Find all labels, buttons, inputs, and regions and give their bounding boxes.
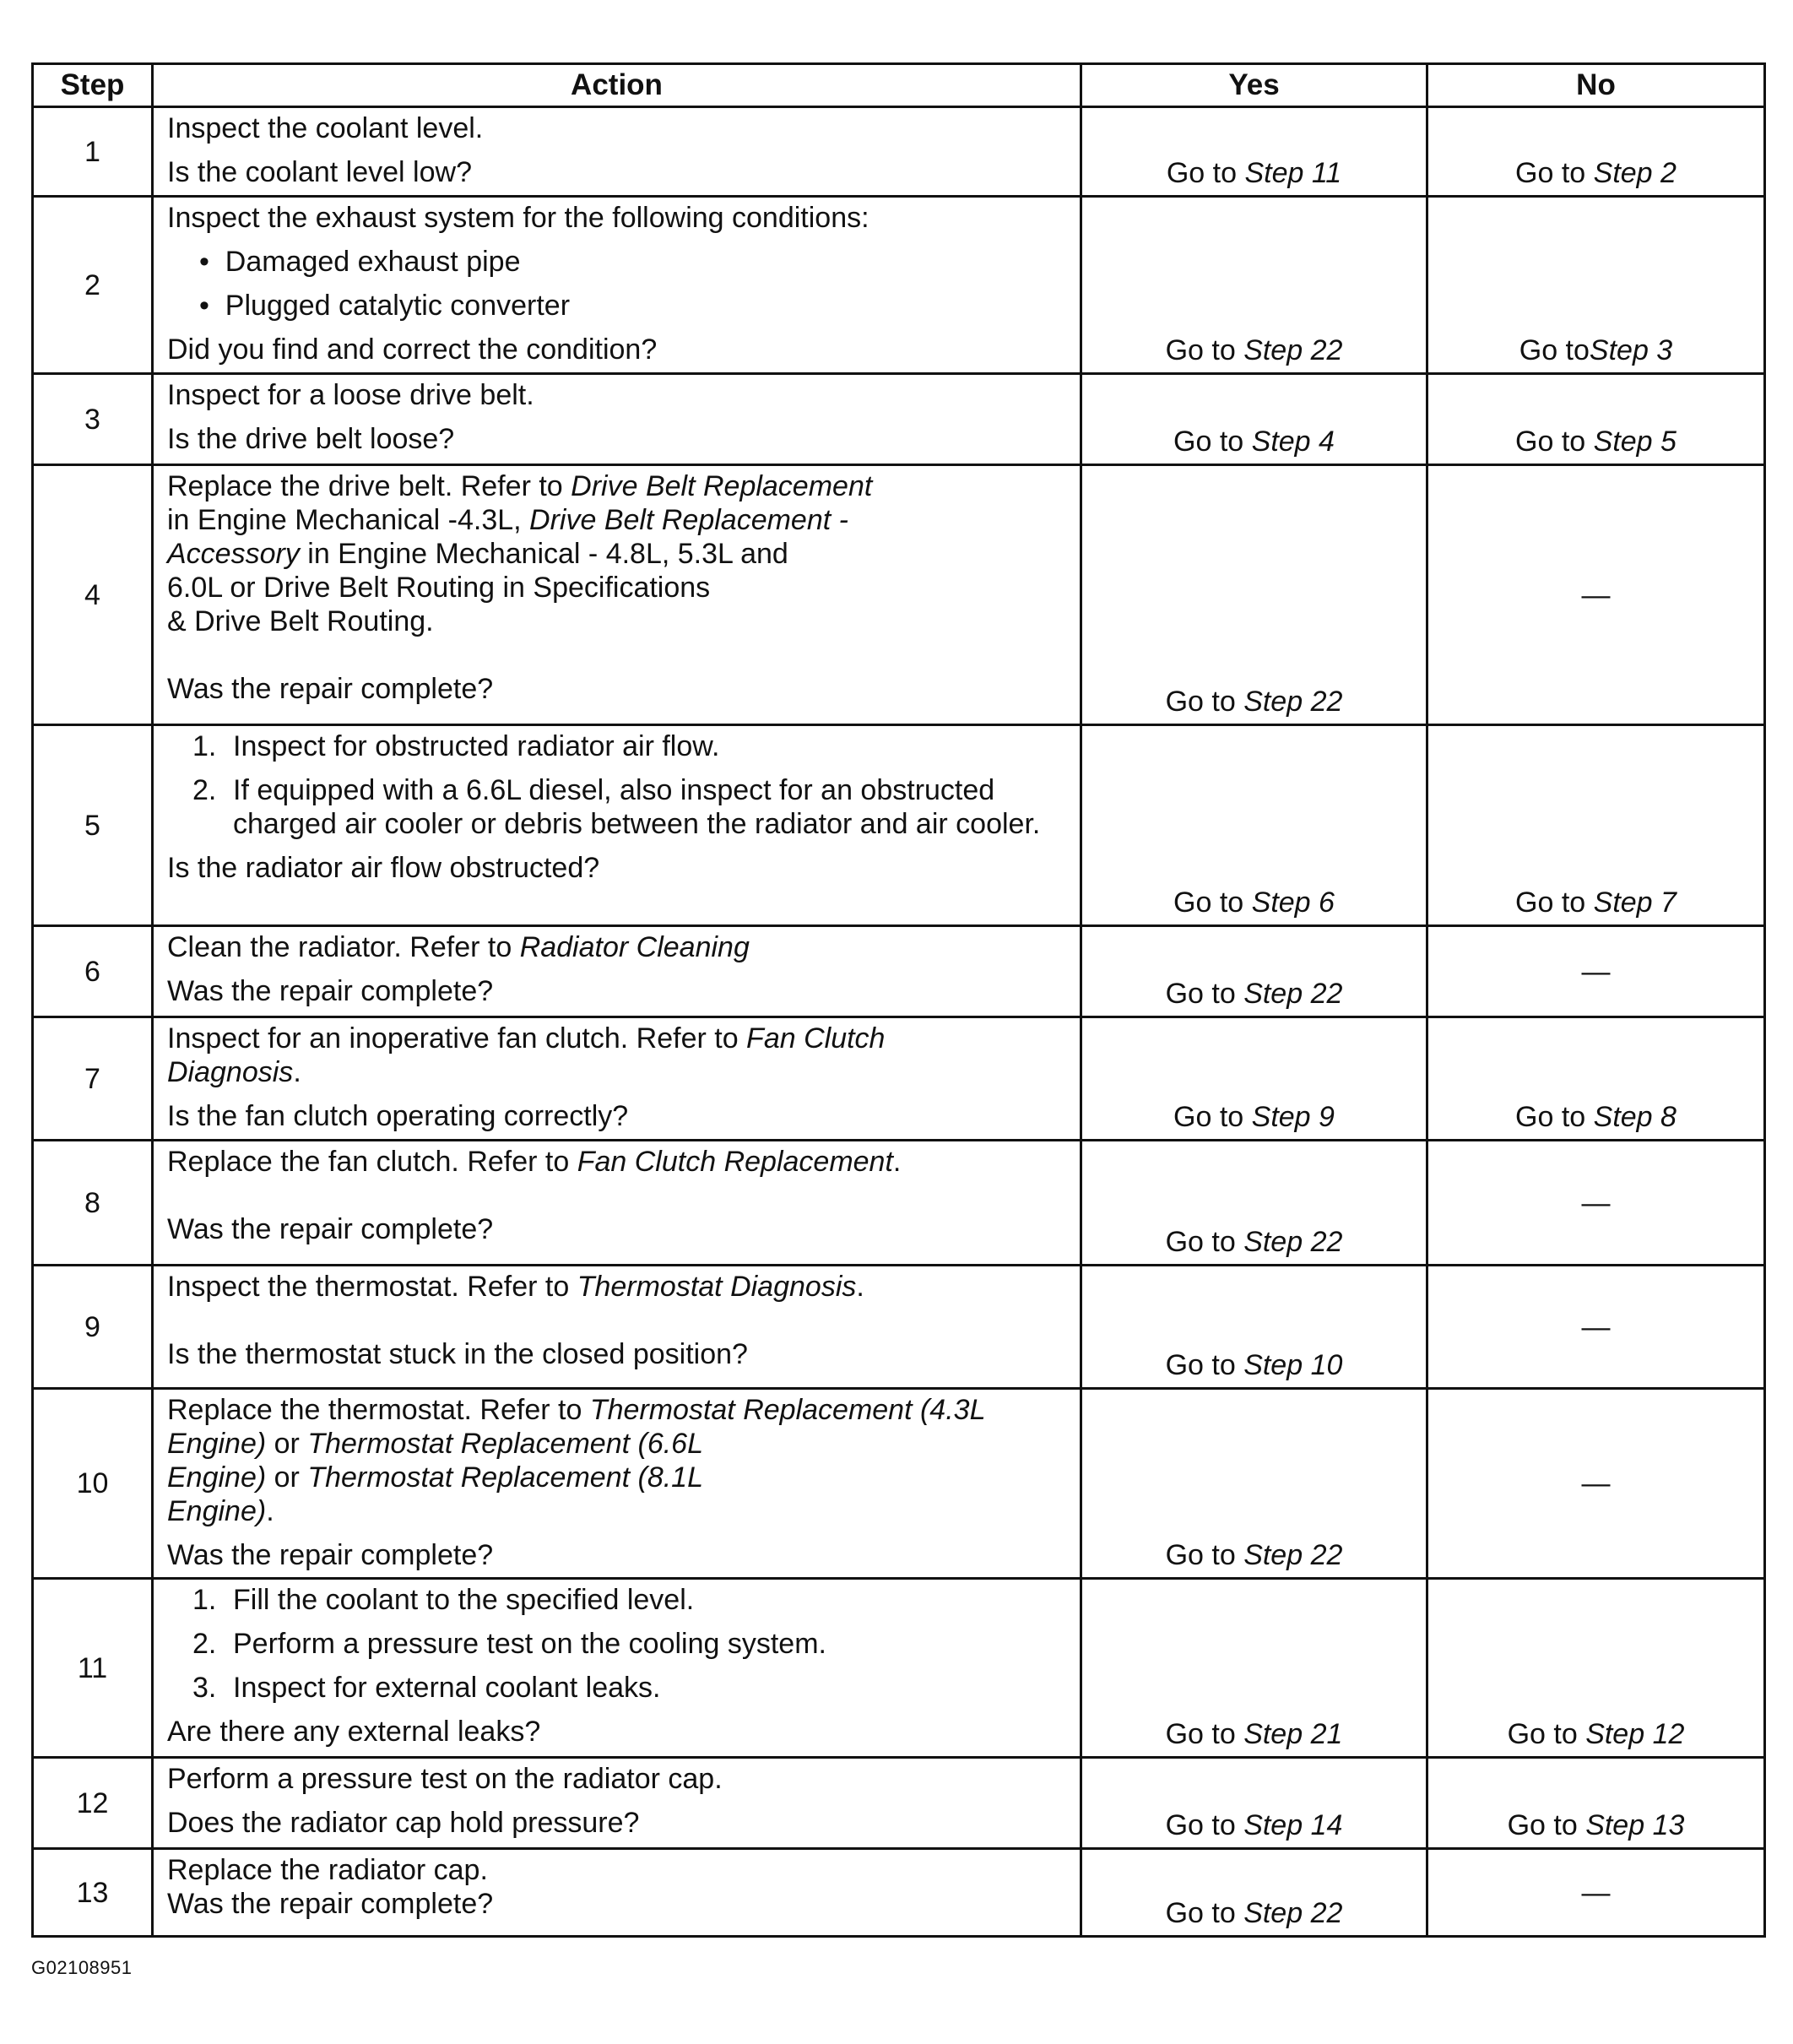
yes-prefix: Go to bbox=[1166, 157, 1245, 189]
figure-id: G02108951 bbox=[31, 1957, 133, 1978]
item-number: 2. bbox=[192, 774, 217, 806]
yes-step-ref: Step 4 bbox=[1251, 426, 1335, 458]
action-question: Is the thermostat stuck in the closed position? bbox=[167, 1338, 748, 1370]
action-question: Was the repair complete? bbox=[167, 1888, 494, 1920]
yes-cell bbox=[1081, 725, 1427, 926]
numbered-item bbox=[192, 1627, 1070, 1661]
action-fragment: . bbox=[293, 1056, 301, 1088]
no-cell: — bbox=[1427, 465, 1765, 725]
yes-cell bbox=[1081, 1389, 1427, 1579]
step-number: 2 bbox=[33, 197, 153, 374]
yes-cell bbox=[1081, 1017, 1427, 1141]
no-cell bbox=[1427, 725, 1765, 926]
action-question: Are there any external leaks? bbox=[167, 1716, 541, 1748]
yes-prefix: Go to bbox=[1173, 426, 1252, 458]
action-cell bbox=[153, 1266, 1081, 1389]
yes-step-ref: Step 10 bbox=[1243, 1349, 1343, 1381]
yes-cell bbox=[1081, 1849, 1427, 1937]
header-action: Action bbox=[153, 64, 1081, 107]
yes-step-ref: Step 22 bbox=[1243, 334, 1343, 366]
yes-prefix: Go to bbox=[1165, 1349, 1244, 1381]
action-cell bbox=[153, 1849, 1081, 1937]
action-text bbox=[167, 469, 1070, 503]
no-cell bbox=[1427, 107, 1765, 197]
bullet-item: • Plugged catalytic converter bbox=[199, 290, 571, 322]
no-prefix: Go to bbox=[1507, 1718, 1586, 1750]
yes-prefix: Go to bbox=[1165, 1718, 1244, 1750]
no-cell bbox=[1427, 1017, 1765, 1141]
yes-prefix: Go to bbox=[1165, 1226, 1244, 1258]
action-question: Was the repair complete? bbox=[167, 1213, 494, 1245]
yes-step-ref: Step 22 bbox=[1243, 1226, 1343, 1258]
item-number: 3. bbox=[192, 1672, 217, 1704]
action-cell bbox=[153, 374, 1081, 465]
action-fragment: or bbox=[266, 1461, 308, 1494]
action-text: & Drive Belt Routing. bbox=[167, 605, 434, 637]
action-text: Perform a pressure test on the radiator cap. bbox=[167, 1763, 723, 1795]
step-number: 12 bbox=[33, 1758, 153, 1849]
step-number: 5 bbox=[33, 725, 153, 926]
diagnostic-table-container bbox=[31, 62, 1763, 1938]
action-fragment: Inspect for an inoperative fan clutch. Refer to bbox=[167, 1022, 747, 1055]
action-text: 6.0L or Drive Belt Routing in Specifications bbox=[167, 572, 711, 604]
step-number: 8 bbox=[33, 1141, 153, 1266]
no-prefix: Go to bbox=[1515, 886, 1594, 919]
step-number: 11 bbox=[33, 1579, 153, 1758]
doc-reference: Fan Clutch bbox=[746, 1022, 886, 1055]
doc-reference: Fan Clutch Replacement bbox=[577, 1146, 893, 1178]
item-text: Inspect for external coolant leaks. bbox=[233, 1672, 661, 1704]
no-cell bbox=[1427, 197, 1765, 374]
action-text bbox=[167, 1461, 1070, 1494]
table-row bbox=[33, 725, 1765, 926]
no-prefix: Go to bbox=[1507, 1809, 1586, 1841]
yes-cell bbox=[1081, 1758, 1427, 1849]
no-prefix: Go to bbox=[1515, 1101, 1594, 1133]
step-number: 3 bbox=[33, 374, 153, 465]
yes-cell bbox=[1081, 107, 1427, 197]
numbered-item bbox=[192, 1671, 1070, 1705]
yes-step-ref: Step 6 bbox=[1251, 886, 1335, 919]
no-cell: — bbox=[1427, 1141, 1765, 1266]
action-text bbox=[167, 1055, 1070, 1089]
step-number: 10 bbox=[33, 1389, 153, 1579]
bullet-text: Plugged catalytic converter bbox=[225, 290, 571, 322]
action-text bbox=[167, 1145, 1070, 1179]
action-fragment: . bbox=[856, 1271, 864, 1303]
yes-cell bbox=[1081, 926, 1427, 1017]
table-row bbox=[33, 1579, 1765, 1758]
bullet-item: • Damaged exhaust pipe bbox=[199, 246, 521, 278]
numbered-item bbox=[192, 729, 1070, 763]
no-cell: — bbox=[1427, 926, 1765, 1017]
yes-cell bbox=[1081, 197, 1427, 374]
yes-cell bbox=[1081, 374, 1427, 465]
table-row bbox=[33, 1266, 1765, 1389]
step-number: 6 bbox=[33, 926, 153, 1017]
action-fragment: Inspect the thermostat. Refer to bbox=[167, 1271, 577, 1303]
no-step-ref: Step 8 bbox=[1593, 1101, 1677, 1133]
step-number: 4 bbox=[33, 465, 153, 725]
yes-prefix: Go to bbox=[1165, 978, 1244, 1010]
step-number: 9 bbox=[33, 1266, 153, 1389]
action-fragment: Replace the drive belt. Refer to bbox=[167, 470, 571, 502]
no-cell bbox=[1427, 1579, 1765, 1758]
numbered-item bbox=[192, 1583, 1070, 1617]
yes-step-ref: Step 14 bbox=[1243, 1809, 1343, 1841]
item-text: Inspect for obstructed radiator air flow. bbox=[233, 730, 720, 762]
action-fragment: . bbox=[892, 1146, 902, 1178]
action-text bbox=[167, 503, 1070, 537]
no-step-ref: Step 3 bbox=[1589, 334, 1673, 366]
doc-reference: Radiator Cleaning bbox=[519, 931, 750, 963]
action-question: Was the repair complete? bbox=[167, 673, 494, 705]
action-text: Inspect the coolant level. bbox=[167, 112, 484, 144]
action-text bbox=[167, 537, 1070, 571]
doc-reference: Engine) bbox=[167, 1428, 267, 1460]
no-step-ref: Step 12 bbox=[1585, 1718, 1685, 1750]
doc-reference: Thermostat Diagnosis bbox=[577, 1271, 857, 1303]
action-fragment: Replace the thermostat. Refer to bbox=[167, 1394, 590, 1426]
table-row bbox=[33, 374, 1765, 465]
no-prefix: Go to bbox=[1519, 334, 1590, 366]
yes-cell bbox=[1081, 465, 1427, 725]
action-text bbox=[167, 1270, 1070, 1304]
action-cell bbox=[153, 107, 1081, 197]
action-text bbox=[167, 1022, 1070, 1055]
no-step-ref: Step 13 bbox=[1585, 1809, 1685, 1841]
action-fragment: in Engine Mechanical -4.3L, bbox=[167, 504, 530, 536]
header-step: Step bbox=[33, 64, 153, 107]
action-question: Is the drive belt loose? bbox=[167, 423, 455, 455]
item-text: Perform a pressure test on the cooling system. bbox=[233, 1628, 826, 1660]
no-step-ref: Step 7 bbox=[1593, 886, 1677, 919]
yes-cell bbox=[1081, 1266, 1427, 1389]
doc-reference: Thermostat Replacement (8.1L bbox=[307, 1461, 703, 1494]
yes-step-ref: Step 22 bbox=[1243, 686, 1343, 718]
step-number: 7 bbox=[33, 1017, 153, 1141]
table-row bbox=[33, 465, 1765, 725]
item-number: 1. bbox=[192, 1584, 217, 1616]
doc-reference: Thermostat Replacement (6.6L bbox=[307, 1428, 703, 1460]
yes-step-ref: Step 9 bbox=[1251, 1101, 1335, 1133]
no-cell bbox=[1427, 1758, 1765, 1849]
action-cell bbox=[153, 465, 1081, 725]
step-number: 1 bbox=[33, 107, 153, 197]
action-question: Is the coolant level low? bbox=[167, 156, 472, 188]
action-cell bbox=[153, 926, 1081, 1017]
action-question: Is the radiator air flow obstructed? bbox=[167, 852, 600, 884]
item-text: Fill the coolant to the specified level. bbox=[233, 1584, 695, 1616]
action-text bbox=[167, 1393, 1070, 1427]
no-step-ref: Step 5 bbox=[1593, 426, 1677, 458]
yes-prefix: Go to bbox=[1165, 1539, 1244, 1571]
yes-step-ref: Step 22 bbox=[1243, 1539, 1343, 1571]
action-question: Did you find and correct the condition? bbox=[167, 333, 658, 366]
table-row bbox=[33, 1849, 1765, 1937]
action-question: Does the radiator cap hold pressure? bbox=[167, 1807, 640, 1839]
no-prefix: Go to bbox=[1515, 426, 1594, 458]
no-cell bbox=[1427, 374, 1765, 465]
item-number: 1. bbox=[192, 730, 217, 762]
action-fragment: Replace the fan clutch. Refer to bbox=[167, 1146, 577, 1178]
item-number: 2. bbox=[192, 1628, 217, 1660]
doc-reference: Accessory bbox=[167, 538, 300, 570]
yes-prefix: Go to bbox=[1165, 686, 1244, 718]
action-cell bbox=[153, 1141, 1081, 1266]
header-yes: Yes bbox=[1081, 64, 1427, 107]
yes-prefix: Go to bbox=[1165, 1897, 1244, 1929]
action-fragment: Clean the radiator. Refer to bbox=[167, 931, 520, 963]
table-row bbox=[33, 1389, 1765, 1579]
yes-step-ref: Step 21 bbox=[1243, 1718, 1343, 1750]
yes-prefix: Go to bbox=[1165, 334, 1244, 366]
action-question: Is the fan clutch operating correctly? bbox=[167, 1100, 629, 1132]
item-text: If equipped with a 6.6L diesel, also inspect for an obstructed charged air cooler or debris between the radiator and air cooler. bbox=[233, 774, 1041, 840]
no-cell: — bbox=[1427, 1266, 1765, 1389]
action-text bbox=[167, 1427, 1070, 1461]
action-text: Inspect for a loose drive belt. bbox=[167, 379, 534, 411]
action-cell bbox=[153, 1758, 1081, 1849]
no-step-ref: Step 2 bbox=[1593, 157, 1677, 189]
doc-reference: Engine) bbox=[167, 1461, 267, 1494]
action-text bbox=[167, 930, 1070, 964]
action-text bbox=[167, 1494, 1070, 1528]
step-number: 13 bbox=[33, 1849, 153, 1937]
yes-step-ref: Step 11 bbox=[1244, 157, 1342, 189]
table-row bbox=[33, 1017, 1765, 1141]
yes-cell bbox=[1081, 1579, 1427, 1758]
action-fragment: or bbox=[266, 1428, 308, 1460]
doc-reference: Engine) bbox=[167, 1495, 267, 1527]
doc-reference: Diagnosis bbox=[167, 1056, 294, 1088]
no-cell: — bbox=[1427, 1389, 1765, 1579]
doc-reference: Thermostat Replacement (4.3L bbox=[589, 1394, 986, 1426]
yes-step-ref: Step 22 bbox=[1243, 978, 1343, 1010]
action-cell bbox=[153, 197, 1081, 374]
yes-prefix: Go to bbox=[1165, 1809, 1244, 1841]
action-text: Replace the radiator cap. bbox=[167, 1854, 488, 1886]
bullet-text: Damaged exhaust pipe bbox=[225, 246, 521, 278]
action-fragment: in Engine Mechanical - 4.8L, 5.3L and bbox=[299, 538, 788, 570]
table-row bbox=[33, 1141, 1765, 1266]
yes-prefix: Go to bbox=[1173, 886, 1252, 919]
no-prefix: Go to bbox=[1515, 157, 1594, 189]
action-cell bbox=[153, 1389, 1081, 1579]
doc-reference: Drive Belt Replacement - bbox=[529, 504, 848, 536]
yes-prefix: Go to bbox=[1173, 1101, 1252, 1133]
diagnostic-table bbox=[31, 62, 1766, 1938]
yes-cell bbox=[1081, 1141, 1427, 1266]
action-text: Inspect the exhaust system for the following conditions: bbox=[167, 202, 869, 234]
action-fragment: . bbox=[266, 1495, 274, 1527]
action-cell bbox=[153, 725, 1081, 926]
header-no: No bbox=[1427, 64, 1765, 107]
table-row bbox=[33, 1758, 1765, 1849]
action-question: Was the repair complete? bbox=[167, 975, 494, 1007]
table-row bbox=[33, 107, 1765, 197]
no-cell: — bbox=[1427, 1849, 1765, 1937]
yes-step-ref: Step 22 bbox=[1243, 1897, 1343, 1929]
table-header-row bbox=[33, 64, 1765, 107]
table-row bbox=[33, 926, 1765, 1017]
doc-reference: Drive Belt Replacement bbox=[571, 470, 873, 502]
action-cell bbox=[153, 1017, 1081, 1141]
action-cell bbox=[153, 1579, 1081, 1758]
numbered-item bbox=[192, 773, 1070, 841]
action-question: Was the repair complete? bbox=[167, 1539, 494, 1571]
table-row bbox=[33, 197, 1765, 374]
